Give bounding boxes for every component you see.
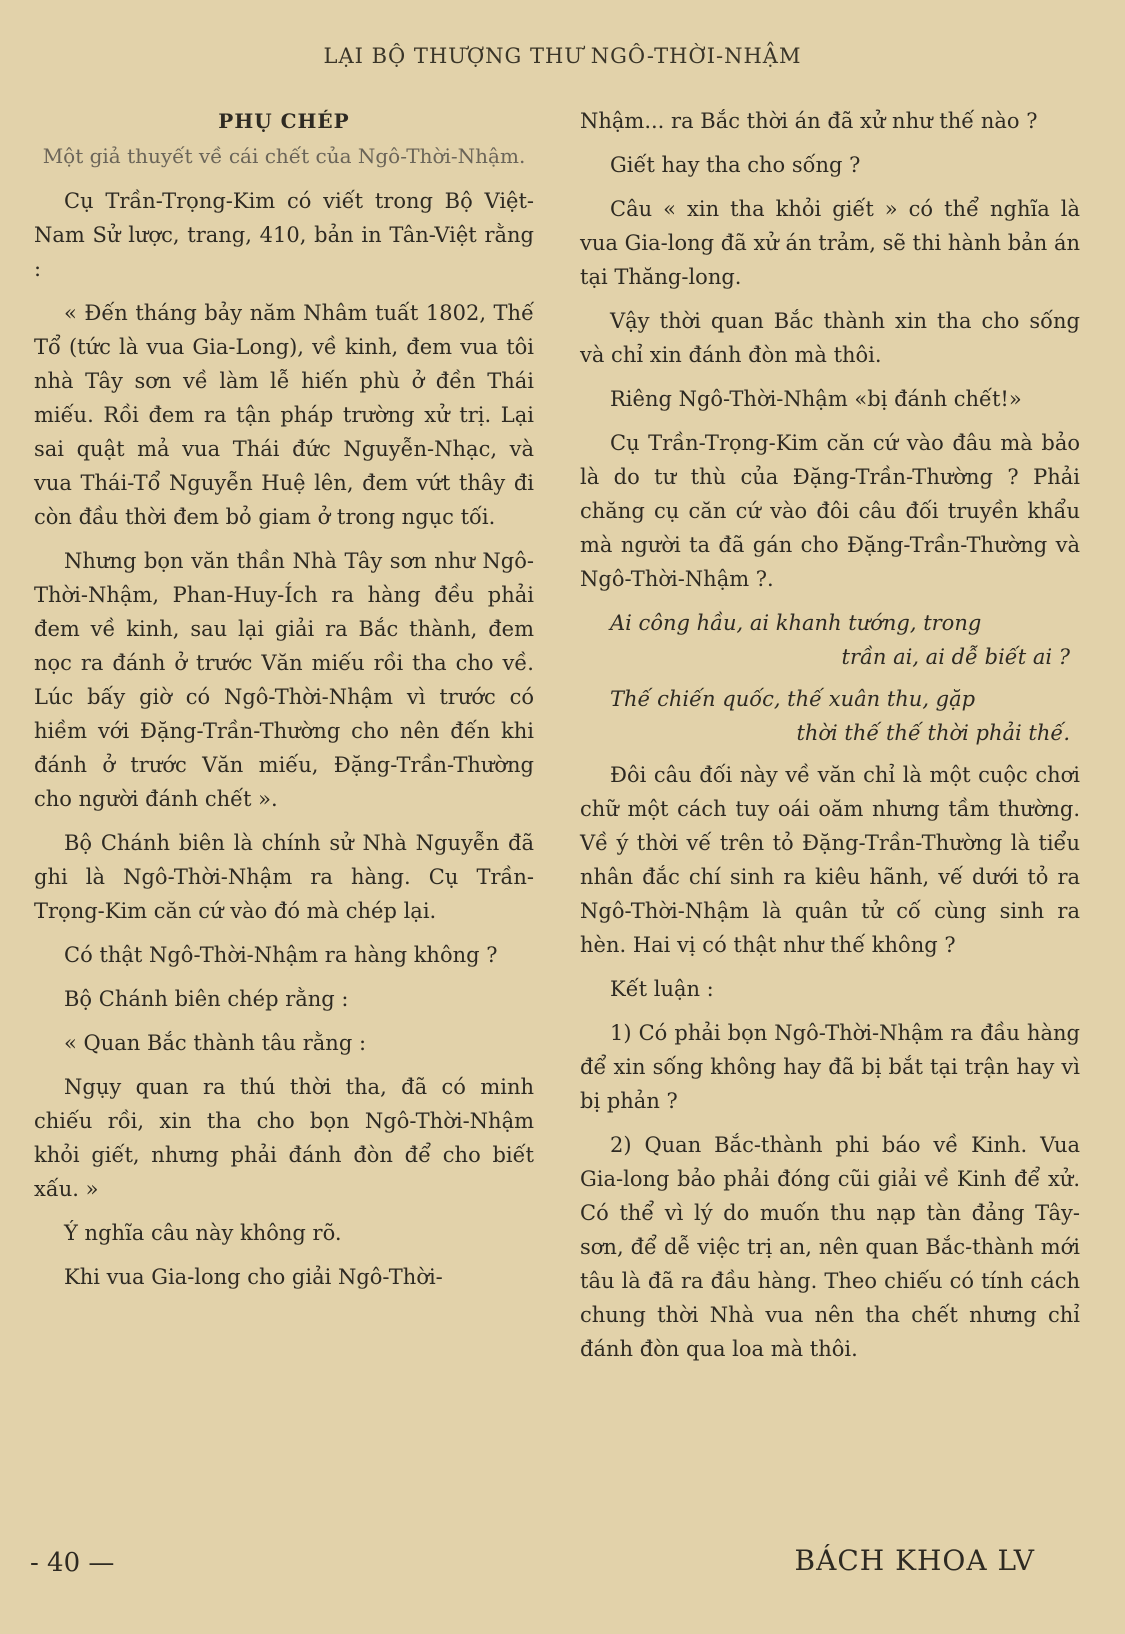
paragraph: Riêng Ngô-Thời-Nhậm «bị đánh chết!» [610, 387, 1022, 411]
paragraph: Câu « xin tha khỏi giết » có thể nghĩa là vua Gia-long đã xử án trảm, sẽ thi hành bản án tại Thăng-long. [580, 197, 1080, 289]
paragraph: Giết hay tha cho sống ? [610, 153, 861, 177]
page-number: - 40 — [30, 1548, 115, 1578]
paragraph: Bộ Chánh biên chép rằng : [64, 987, 349, 1011]
section-subtitle: Một giả thuyết về cái chết của Ngô-Thời-Nhậm. [42, 144, 526, 168]
paragraph: Nhưng bọn văn thần Nhà Tây sơn như Ngô-Thời-Nhậm, Phan-Huy-Ích ra hàng đều phải đem về kinh, sau lại giải ra Bắc thành, đem nọc ra đánh ở trước Văn miếu rồi tha cho về. Lúc bấy giờ có Ngô-Thời-Nhậm vì trước có hiềm với Đặng-Trần-Thường cho nên đến khi đánh ở trước Văn miếu, Đặng-Trần-Thường cho người đánh chết ». [34, 549, 534, 811]
paragraph: « Đến tháng bảy năm Nhâm tuất 1802, Thế Tổ (tức là vua Gia-Long), về kinh, đem vua tôi nhà Tây sơn về làm lễ hiến phù ở đền Thái miếu. Rồi đem ra tận pháp trường xử trị. Lại sai quật mả vua Thái đức Nguyễn-Nhạc, và vua Thái-Tổ Nguyễn Huệ lên, đem vứt thây đi còn đầu thời đem bỏ giam ở trong ngục tối. [34, 301, 534, 529]
paragraph: « Quan Bắc thành tâu rằng : [64, 1031, 367, 1055]
paragraph: Ngụy quan ra thú thời tha, đã có minh chiếu rồi, xin tha cho bọn Ngô-Thời-Nhậm khỏi giết, nhưng phải đánh đòn để cho biết xấu. » [34, 1075, 534, 1201]
verse-line: Thế chiến quốc, thế xuân thu, gặp [610, 687, 976, 711]
paragraph: Nhậm... ra Bắc thời án đã xử như thế nào ? [580, 109, 1038, 133]
verse-line: trần ai, ai dễ biết ai ? [841, 645, 1070, 669]
paragraph: Đôi câu đối này về văn chỉ là một cuộc chơi chữ một cách tuy oái oăm nhưng tầm thường. Về ý thời vế trên tỏ Đặng-Trần-Thường là tiểu nhân đắc chí sinh ra kiêu hãnh, vế dưới tỏ ra Ngô-Thời-Nhậm là quân tử cố cùng sinh ra hèn. Hai vị có thật như thế không ? [580, 763, 1080, 957]
running-header: LẠI BỘ THƯỢNG THƯ NGÔ-THỜI-NHẬM [323, 44, 802, 68]
paragraph: Vậy thời quan Bắc thành xin tha cho sống và chỉ xin đánh đòn mà thôi. [580, 309, 1080, 367]
paragraph: Kết luận : [610, 977, 714, 1001]
paragraph: Có thật Ngô-Thời-Nhậm ra hàng không ? [64, 943, 498, 967]
couplet-verse [580, 606, 1080, 674]
verse-line: thời thế thế thời phải thế. [796, 721, 1070, 745]
paragraph: Bộ Chánh biên là chính sử Nhà Nguyễn đã ghi là Ngô-Thời-Nhậm ra hàng. Cụ Trần-Trọng-Kim căn cứ vào đó mà chép lại. [34, 831, 534, 923]
left-column [34, 104, 534, 1304]
verse-line: Ai công hầu, ai khanh tướng, trong [610, 611, 982, 635]
paragraph: 1) Có phải bọn Ngô-Thời-Nhậm ra đầu hàng để xin sống không hay đã bị bắt tại trận hay vì bị phản ? [580, 1021, 1080, 1113]
paragraph: Cụ Trần-Trọng-Kim có viết trong Bộ Việt-Nam Sử lược, trang, 410, bản in Tân-Việt rằng : [34, 189, 534, 281]
paragraph: Cụ Trần-Trọng-Kim căn cứ vào đâu mà bảo là do tư thù của Đặng-Trần-Thường ? Phải chăng cụ căn cứ vào đôi câu đối truyền khẩu mà người ta đã gán cho Đặng-Trần-Thường và Ngô-Thời-Nhậm ?. [580, 431, 1080, 591]
paragraph: Khi vua Gia-long cho giải Ngô-Thời- [64, 1265, 443, 1289]
section-title: PHỤ CHÉP [218, 109, 350, 133]
right-column [580, 104, 1080, 1376]
paragraph: 2) Quan Bắc-thành phi báo về Kinh. Vua Gia-long bảo phải đóng cũi giải về Kinh để xử. Có thể vì lý do muốn thu nạp tàn đảng Tây-sơn, để dễ việc trị an, nên quan Bắc-thành mới tâu là đã ra đầu hàng. Theo chiếu có tính cách chung thời Nhà vua nên tha chết nhưng chỉ đánh đòn qua loa mà thôi. [580, 1133, 1080, 1361]
paragraph: Ý nghĩa câu này không rõ. [64, 1221, 342, 1245]
magazine-name: BÁCH KHOA LV [794, 1544, 1035, 1577]
couplet-verse [580, 682, 1080, 750]
